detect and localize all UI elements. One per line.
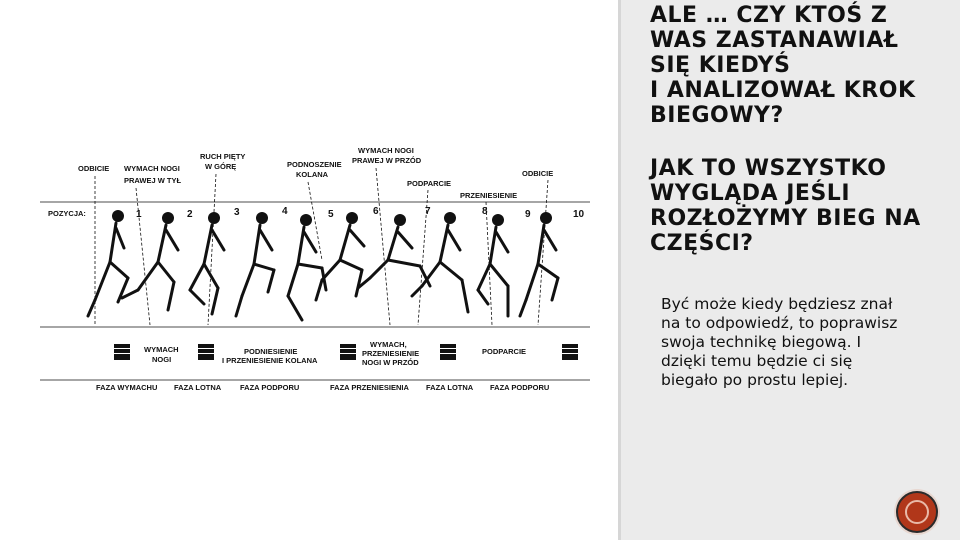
phase-box-nogi-w-przod: NOGI W PRZÓD	[362, 358, 419, 367]
phase-name: FAZA PODPORU	[240, 383, 300, 392]
position-number: 6	[373, 206, 379, 217]
phase-name: FAZA PRZENIESIENIA	[330, 383, 409, 392]
runner-figure	[316, 212, 364, 300]
label-wymach-nogi-przod: WYMACH NOGI	[358, 146, 414, 155]
phase-box-przeniesienie: PRZENIESIENIE	[362, 349, 420, 358]
body-text: Być może kiedy będziesz znał na to odpowiedź, to poprawisz swoja technikę biegową. I dzięki temu będzie ci się biegało po prostu lepiej.	[661, 295, 898, 389]
runner-figure	[478, 214, 508, 316]
phase-box-podparcie: PODPARCIE	[482, 347, 527, 356]
runner-figure	[122, 212, 178, 310]
runner-figure	[358, 214, 430, 288]
stride-diagram	[40, 140, 600, 400]
runner-figure	[288, 214, 326, 320]
label-odbicie: ODBICIE	[78, 164, 110, 173]
phase-box-przeniesienie-kolana: I PRZENIESIENIE KOLANA	[222, 356, 318, 365]
position-number: 5	[328, 209, 334, 220]
slide-badge-icon	[896, 491, 938, 533]
label-przeniesienie: PRZENIESIENIE	[460, 191, 518, 200]
position-numbers	[136, 206, 585, 220]
running-stride-figure	[40, 140, 600, 400]
panel-edge	[618, 0, 621, 540]
badge-ring	[905, 500, 929, 524]
label-pozycja: POZYCJA:	[48, 209, 86, 218]
position-number: 10	[573, 209, 585, 220]
position-number: 7	[425, 206, 431, 217]
label-podparcie: PODPARCIE	[407, 179, 452, 188]
position-number: 1	[136, 209, 142, 220]
phase-name: FAZA LOTNA	[174, 383, 222, 392]
runner-figures	[88, 210, 558, 320]
phase-name: FAZA WYMACHU	[96, 383, 158, 392]
phase-name: FAZA LOTNA	[426, 383, 474, 392]
runner-figure	[88, 210, 128, 316]
label-kolana: KOLANA	[296, 170, 329, 179]
label-prawej-w-przod: PRAWEJ W PRZÓD	[352, 156, 422, 165]
label-odbicie-2: ODBICIE	[522, 169, 554, 178]
position-number: 8	[482, 206, 488, 217]
label-wymach-nogi: WYMACH NOGI	[124, 164, 180, 173]
runner-figure	[236, 212, 274, 316]
phase-name: FAZA PODPORU	[490, 383, 550, 392]
runner-figure	[520, 212, 558, 316]
position-number: 9	[525, 209, 531, 220]
label-podnoszenie: PODNOSZENIE	[287, 160, 342, 169]
phase-box-podniesienie: PODNIESIENIE	[244, 347, 298, 356]
heading-question: ALE … CZY KTOŚ Z WAS ZASTANAWIAŁ SIĘ KIEDYŚ I ANALIZOWAŁ KROK BIEGOWY?	[650, 3, 916, 128]
position-number: 4	[282, 206, 288, 217]
label-ruch-piety: RUCH PIĘTY	[200, 152, 246, 161]
position-number: 3	[234, 207, 240, 218]
phase-box-wymach-comma: WYMACH,	[370, 340, 407, 349]
position-number: 2	[187, 209, 193, 220]
label-w-gore: W GÓRĘ	[205, 162, 237, 171]
label-prawej-w-tyl: PRAWEJ W TYŁ	[124, 176, 182, 185]
runner-figure	[190, 212, 224, 314]
heading-subquestion: JAK TO WSZYSTKO WYGLĄDA JEŚLI ROZŁOŻYMY BIEG NA CZĘŚCI?	[650, 156, 921, 256]
phase-box-nogi: NOGI	[152, 355, 172, 364]
phase-box-wymach: WYMACH	[144, 345, 179, 354]
